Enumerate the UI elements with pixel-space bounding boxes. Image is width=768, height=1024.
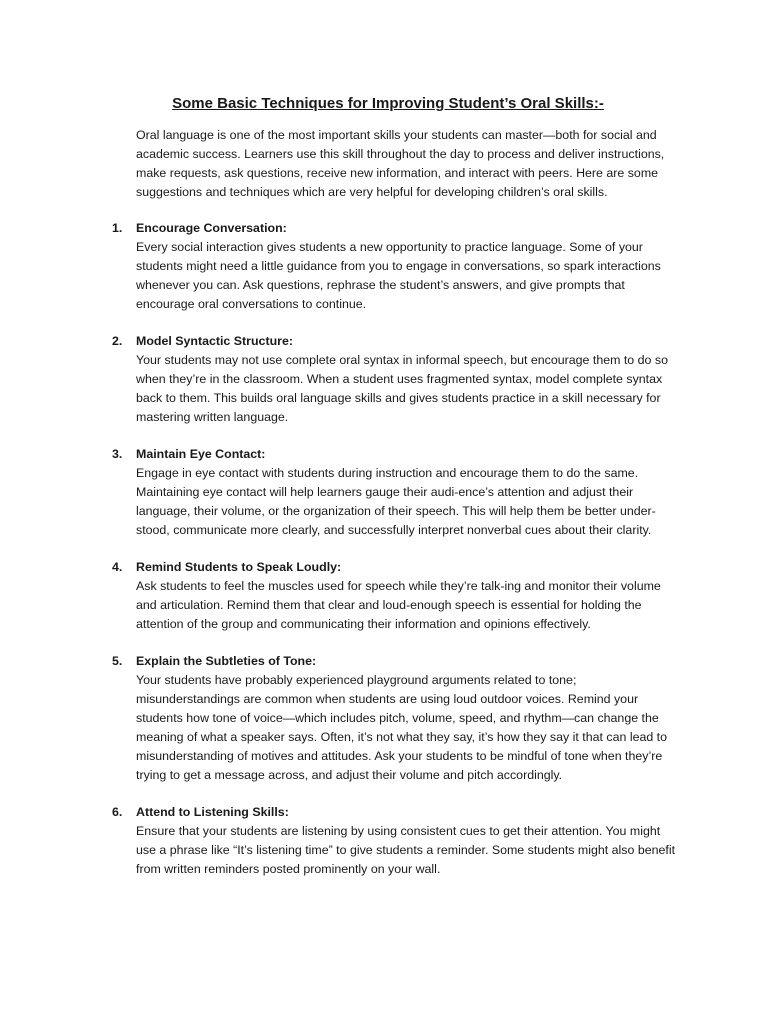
item-body: Every social interaction gives students a new opportunity to practice language. Some of your students might need a little guidance from you to engage in conversations, so spark interactions whenever you can. Ask questions, rephrase the student’s answers, and give prompts that encourage oral conversations to continue.	[136, 240, 661, 311]
item-number: 1.	[112, 221, 123, 235]
item-heading: Maintain Eye Contact:	[136, 447, 266, 461]
item-heading: Explain the Subtleties of Tone:	[136, 654, 317, 668]
item-number: 2.	[112, 334, 123, 348]
item-number: 4.	[112, 560, 123, 574]
item-body: Ask students to feel the muscles used for speech while they’re talk-ing and monitor their volume and articulation. Remind them that clear and loud-enough speech is essential for holding the attention of the group and communicating their information and opinions effectively.	[136, 579, 661, 631]
list-item	[108, 219, 680, 314]
item-heading: Encourage Conversation:	[136, 221, 287, 235]
item-number: 5.	[112, 654, 123, 668]
intro-paragraph: Oral language is one of the most important skills your students can master—both for social and academic success. Learners use this skill throughout the day to process and deliver instructions, make requests, ask questions, receive new information, and interact with peers. Here are some suggestions and techniques which are very helpful for developing children’s oral skills.	[136, 128, 665, 199]
item-number: 3.	[112, 447, 123, 461]
list-item	[108, 652, 680, 785]
list-item	[108, 558, 680, 634]
list-item	[108, 332, 680, 427]
list-item	[108, 445, 680, 540]
page-title: Some Basic Techniques for Improving Student’s Oral Skills:-	[172, 95, 604, 112]
item-body: Your students may not use complete oral syntax in informal speech, but encourage them to do so when they’re in the classroom. When a student uses fragmented syntax, model complete syntax back to them. This builds oral language skills and gives students practice in a skill necessary for mastering written language.	[136, 353, 668, 424]
list-item	[108, 803, 680, 879]
item-heading: Model Syntactic Structure:	[136, 334, 293, 348]
item-body: Ensure that your students are listening by using consistent cues to get their attention. You might use a phrase like “It’s listening time” to give students a reminder. Some students might also benefit from written reminders posted prominently on your wall.	[136, 824, 676, 876]
item-body: Your students have probably experienced playground arguments related to tone; misunderstandings are common when students are using loud outdoor voices. Remind your students how tone of voice—which includes pitch, volume, speed, and rhythm—can change the meaning of what a speaker says. Often, it’s not what they say, it’s how they say it that can lead to misunderstanding of motives and attitudes. Ask your students to be mindful of tone when they’re trying to get a message across, and adjust their volume and pitch accordingly.	[136, 673, 668, 782]
item-heading: Remind Students to Speak Loudly:	[136, 560, 342, 574]
item-body: Engage in eye contact with students during instruction and encourage them to do the same. Maintaining eye contact will help learners gauge their audi-ence’s attention and adjust their language, their volume, or the organization of their speech. This will help them be better under-stood, communicate more clearly, and successfully interpret nonverbal cues about their clarity.	[136, 466, 656, 537]
item-heading: Attend to Listening Skills:	[136, 805, 289, 819]
item-number: 6.	[112, 805, 123, 819]
technique-list	[108, 219, 680, 897]
